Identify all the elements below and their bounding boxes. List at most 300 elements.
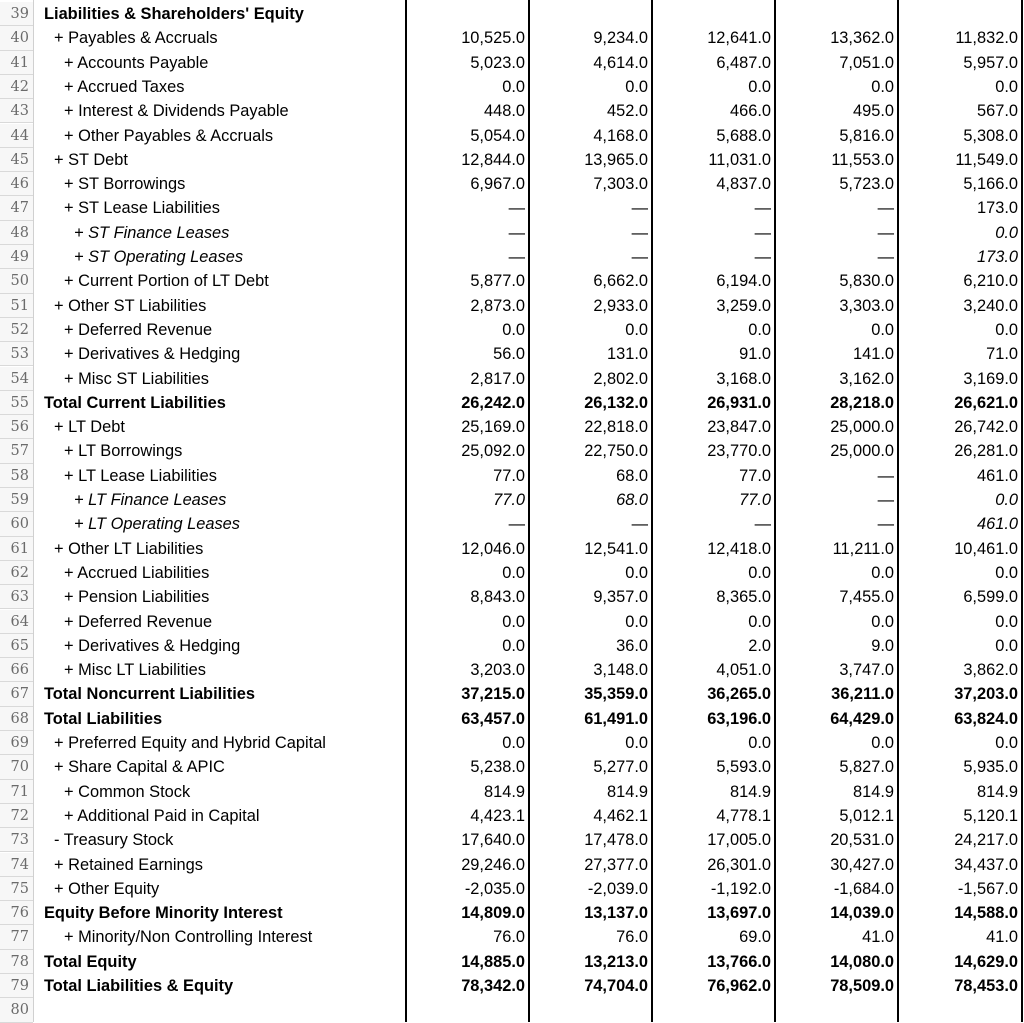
value-cell[interactable]: 76.0 <box>493 928 525 947</box>
value-cell[interactable]: 0.0 <box>871 612 894 631</box>
value-cell[interactable]: 5,935.0 <box>963 758 1018 777</box>
value-cell[interactable]: 10,525.0 <box>461 29 525 48</box>
value-cell[interactable]: 14,080.0 <box>830 952 894 971</box>
row-number[interactable]: 72 <box>0 804 33 828</box>
value-cell[interactable]: 91.0 <box>739 345 771 364</box>
value-cell[interactable]: 0.0 <box>995 77 1018 96</box>
row-label[interactable]: + Additional Paid in Capital <box>64 806 260 825</box>
row-label[interactable]: + Preferred Equity and Hybrid Capital <box>54 734 326 752</box>
row-number[interactable]: 70 <box>0 755 33 779</box>
value-cell[interactable]: — <box>877 515 894 534</box>
value-cell[interactable]: 13,766.0 <box>707 952 771 971</box>
value-cell[interactable]: — <box>754 515 771 534</box>
row-number[interactable]: 71 <box>0 780 33 804</box>
value-cell[interactable]: 3,168.0 <box>716 369 771 388</box>
value-cell[interactable]: — <box>508 515 525 534</box>
value-cell[interactable]: 0.0 <box>625 734 648 752</box>
value-cell[interactable]: 7,455.0 <box>839 588 894 607</box>
row-label[interactable]: + Accounts Payable <box>64 53 209 72</box>
value-cell[interactable]: 17,478.0 <box>584 831 648 850</box>
value-cell[interactable]: 2.0 <box>748 636 771 655</box>
value-cell[interactable]: 4,051.0 <box>716 661 771 680</box>
row-label[interactable]: + Misc ST Liabilities <box>64 369 209 388</box>
value-cell[interactable]: — <box>508 248 525 266</box>
value-cell[interactable]: 64,429.0 <box>830 709 894 728</box>
row-number[interactable]: 77 <box>0 925 33 949</box>
value-cell[interactable]: 6,194.0 <box>716 272 771 291</box>
value-cell[interactable]: 5,688.0 <box>716 126 771 145</box>
value-cell[interactable]: 6,599.0 <box>963 588 1018 607</box>
value-cell[interactable]: 3,259.0 <box>716 296 771 315</box>
row-number[interactable]: 74 <box>0 853 33 877</box>
value-cell[interactable]: 173.0 <box>976 248 1018 266</box>
value-cell[interactable]: 8,365.0 <box>716 588 771 607</box>
value-cell[interactable]: 2,817.0 <box>470 369 525 388</box>
value-cell[interactable]: 452.0 <box>606 102 648 121</box>
value-cell[interactable]: 9,234.0 <box>593 29 648 48</box>
value-cell[interactable]: 14,809.0 <box>461 904 525 923</box>
value-cell[interactable]: — <box>754 248 771 266</box>
row-number[interactable]: 54 <box>0 367 33 391</box>
value-cell[interactable]: 26,301.0 <box>707 855 771 874</box>
value-cell[interactable]: 69.0 <box>739 928 771 947</box>
value-cell[interactable]: 0.0 <box>625 77 648 96</box>
row-label[interactable]: + Accrued Taxes <box>64 77 185 96</box>
table-row <box>0 974 1024 998</box>
value-cell[interactable]: 5,054.0 <box>470 126 525 145</box>
value-cell[interactable]: 76.0 <box>616 928 648 947</box>
value-cell[interactable]: 6,210.0 <box>963 272 1018 291</box>
row-label[interactable]: + ST Operating Leases <box>74 248 244 266</box>
value-cell[interactable]: 77.0 <box>739 466 771 485</box>
row-label[interactable]: + LT Finance Leases <box>74 491 227 509</box>
value-cell[interactable]: 11,832.0 <box>955 29 1018 48</box>
value-cell[interactable]: 0.0 <box>502 734 525 752</box>
row-number[interactable]: 48 <box>0 221 33 245</box>
value-cell[interactable]: 0.0 <box>748 563 771 582</box>
value-cell[interactable]: 0.0 <box>625 320 648 339</box>
value-cell[interactable]: 6,967.0 <box>470 175 525 194</box>
value-cell[interactable]: 5,830.0 <box>839 272 894 291</box>
value-cell[interactable]: 36,265.0 <box>707 685 771 704</box>
value-cell[interactable]: 11,549.0 <box>955 150 1018 169</box>
row-number[interactable]: 51 <box>0 294 33 318</box>
value-cell[interactable]: 11,211.0 <box>832 539 894 558</box>
row-number[interactable]: 45 <box>0 148 33 172</box>
value-cell[interactable]: 14,629.0 <box>954 952 1018 971</box>
table-row <box>0 464 1024 488</box>
row-label[interactable]: + LT Debt <box>54 418 125 437</box>
value-cell[interactable]: 0.0 <box>995 734 1018 752</box>
value-cell[interactable]: 3,203.0 <box>470 661 525 680</box>
value-cell[interactable]: 0.0 <box>995 223 1018 242</box>
table-row <box>0 561 1024 585</box>
value-cell[interactable]: 814.9 <box>976 782 1018 801</box>
value-cell[interactable]: 25,000.0 <box>830 418 894 437</box>
value-cell[interactable]: 78,453.0 <box>954 977 1018 995</box>
value-cell[interactable]: 0.0 <box>995 612 1018 631</box>
row-label[interactable]: Total Liabilities & Equity <box>44 977 234 995</box>
value-cell[interactable]: 461.0 <box>976 466 1018 485</box>
value-cell[interactable]: 28,218.0 <box>830 393 894 412</box>
value-cell[interactable]: 77.0 <box>493 466 525 485</box>
row-number[interactable]: 69 <box>0 731 33 755</box>
value-cell[interactable]: 3,862.0 <box>963 661 1018 680</box>
value-cell[interactable]: 11,031.0 <box>708 150 771 169</box>
row-number[interactable]: 76 <box>0 901 33 925</box>
value-cell[interactable]: — <box>631 199 648 218</box>
row-label[interactable]: + Other Payables & Accruals <box>64 126 274 145</box>
value-cell[interactable]: 25,169.0 <box>461 418 525 437</box>
value-cell[interactable]: 17,005.0 <box>707 831 771 850</box>
row-number[interactable]: 79 <box>0 974 33 998</box>
value-cell[interactable]: 77.0 <box>739 491 771 509</box>
value-cell[interactable]: 10,461.0 <box>954 539 1018 558</box>
value-cell[interactable]: 74,704.0 <box>584 977 648 995</box>
row-number[interactable]: 78 <box>0 950 33 974</box>
row-label[interactable]: + LT Borrowings <box>64 442 183 461</box>
table-row <box>0 245 1024 269</box>
value-cell[interactable]: 2,933.0 <box>593 296 648 315</box>
value-cell[interactable]: -2,039.0 <box>587 879 648 898</box>
table-row <box>0 537 1024 561</box>
row-label[interactable]: + Derivatives & Hedging <box>64 636 241 655</box>
value-cell[interactable]: 0.0 <box>748 734 771 752</box>
value-cell[interactable]: 13,697.0 <box>707 904 771 923</box>
row-label[interactable]: + LT Operating Leases <box>74 515 240 534</box>
value-cell[interactable]: 0.0 <box>625 563 648 582</box>
value-cell[interactable]: 814.9 <box>852 782 894 801</box>
value-cell[interactable]: — <box>631 515 648 534</box>
row-label[interactable]: Liabilities & Shareholders' Equity <box>44 5 304 23</box>
row-label[interactable]: Total Noncurrent Liabilities <box>44 685 255 704</box>
value-cell[interactable]: 35,359.0 <box>584 685 648 704</box>
value-cell[interactable]: 26,242.0 <box>461 393 525 412</box>
table-row <box>0 610 1024 634</box>
value-cell[interactable]: 63,457.0 <box>461 709 525 728</box>
value-cell[interactable]: 5,238.0 <box>470 758 525 777</box>
value-cell[interactable]: 23,770.0 <box>707 442 771 461</box>
row-label[interactable]: Total Equity <box>44 952 137 971</box>
row-number[interactable]: 39 <box>0 2 33 26</box>
value-cell[interactable]: 13,965.0 <box>584 150 648 169</box>
value-cell[interactable]: 131.0 <box>606 345 648 364</box>
row-number[interactable]: 73 <box>0 828 33 852</box>
value-cell[interactable]: 6,487.0 <box>716 53 771 72</box>
value-cell[interactable]: 0.0 <box>995 491 1018 509</box>
value-cell[interactable]: -2,035.0 <box>464 879 525 898</box>
value-cell[interactable]: 0.0 <box>748 77 771 96</box>
row-number[interactable]: 57 <box>0 439 33 463</box>
value-cell[interactable]: 26,132.0 <box>584 393 648 412</box>
value-cell[interactable]: 6,662.0 <box>593 272 648 291</box>
value-cell[interactable]: 68.0 <box>616 466 648 485</box>
value-cell[interactable]: 30,427.0 <box>830 855 894 874</box>
row-number[interactable]: 67 <box>0 682 33 706</box>
value-cell[interactable]: 2,802.0 <box>593 369 648 388</box>
value-cell[interactable]: 12,844.0 <box>461 150 525 169</box>
table-row <box>0 828 1024 852</box>
value-cell[interactable]: 5,277.0 <box>593 758 648 777</box>
row-number[interactable]: 41 <box>0 51 33 75</box>
value-cell[interactable]: 4,168.0 <box>593 126 648 145</box>
value-cell[interactable]: 814.9 <box>729 782 771 801</box>
row-number[interactable]: 60 <box>0 512 33 536</box>
row-number[interactable]: 47 <box>0 196 33 220</box>
row-number[interactable]: 63 <box>0 585 33 609</box>
row-label[interactable]: + Deferred Revenue <box>64 320 213 339</box>
value-cell[interactable]: 7,051.0 <box>839 53 894 72</box>
row-label[interactable]: + Payables & Accruals <box>54 29 218 48</box>
value-cell[interactable]: 0.0 <box>502 77 525 96</box>
row-number[interactable]: 58 <box>0 464 33 488</box>
table-row <box>0 512 1024 536</box>
value-cell[interactable]: — <box>508 223 525 242</box>
value-cell[interactable]: 3,169.0 <box>963 369 1018 388</box>
value-cell[interactable]: 68.0 <box>616 491 648 509</box>
row-label[interactable]: + Current Portion of LT Debt <box>64 272 269 291</box>
value-cell[interactable]: 3,747.0 <box>839 661 894 680</box>
row-number[interactable]: 64 <box>0 610 33 634</box>
value-cell[interactable]: 9,357.0 <box>593 588 648 607</box>
value-cell[interactable]: 25,000.0 <box>830 442 894 461</box>
value-cell[interactable]: 5,308.0 <box>963 126 1018 145</box>
value-cell[interactable]: 26,621.0 <box>954 393 1018 412</box>
value-cell[interactable]: 71.0 <box>986 345 1018 364</box>
value-cell[interactable]: 12,641.0 <box>707 29 771 48</box>
value-cell[interactable]: 12,046.0 <box>461 539 525 558</box>
row-number[interactable]: 42 <box>0 75 33 99</box>
row-number[interactable]: 53 <box>0 342 33 366</box>
value-cell[interactable]: 5,723.0 <box>839 175 894 194</box>
row-label[interactable]: + Share Capital & APIC <box>54 758 225 777</box>
value-cell[interactable]: 61,491.0 <box>584 709 648 728</box>
row-label[interactable]: + Derivatives & Hedging <box>64 345 241 364</box>
value-cell[interactable]: 13,137.0 <box>584 904 648 923</box>
value-cell[interactable]: 0.0 <box>625 612 648 631</box>
value-cell[interactable]: 0.0 <box>871 563 894 582</box>
table-row <box>0 367 1024 391</box>
value-cell[interactable]: 17,640.0 <box>461 831 525 850</box>
value-cell[interactable]: 78,342.0 <box>461 977 525 995</box>
value-cell[interactable]: 13,213.0 <box>584 952 648 971</box>
value-cell[interactable]: 26,931.0 <box>707 393 771 412</box>
value-cell[interactable]: 4,778.1 <box>716 806 771 825</box>
row-number[interactable]: 52 <box>0 318 33 342</box>
row-label[interactable]: + Other LT Liabilities <box>54 539 204 558</box>
value-cell[interactable]: 76,962.0 <box>707 977 771 995</box>
value-cell[interactable]: — <box>508 199 525 218</box>
value-cell[interactable]: 26,281.0 <box>954 442 1018 461</box>
table-row <box>0 26 1024 50</box>
value-cell[interactable]: 0.0 <box>995 320 1018 339</box>
value-cell[interactable]: 495.0 <box>852 102 894 121</box>
value-cell[interactable]: 36,211.0 <box>831 685 894 704</box>
row-label[interactable]: + ST Debt <box>54 150 128 169</box>
value-cell[interactable]: 8,843.0 <box>470 588 525 607</box>
value-cell[interactable]: 34,437.0 <box>954 855 1018 874</box>
value-cell[interactable]: 5,120.1 <box>963 806 1018 825</box>
row-number[interactable]: 59 <box>0 488 33 512</box>
value-cell[interactable]: — <box>631 248 648 266</box>
value-cell[interactable]: — <box>877 491 894 509</box>
row-number[interactable]: 68 <box>0 707 33 731</box>
value-cell[interactable]: 7,303.0 <box>593 175 648 194</box>
row-label[interactable]: + ST Borrowings <box>64 175 186 194</box>
value-cell[interactable]: -1,567.0 <box>957 879 1018 898</box>
value-cell[interactable]: — <box>877 466 894 485</box>
row-number[interactable]: 55 <box>0 391 33 415</box>
row-label[interactable]: Equity Before Minority Interest <box>44 904 283 923</box>
value-cell[interactable]: 0.0 <box>995 563 1018 582</box>
value-cell[interactable]: 0.0 <box>502 636 525 655</box>
row-label[interactable]: + LT Lease Liabilities <box>64 466 217 485</box>
row-label[interactable]: + Retained Earnings <box>54 855 203 874</box>
value-cell[interactable]: 2,873.0 <box>470 296 525 315</box>
value-cell[interactable]: 56.0 <box>493 345 525 364</box>
value-cell[interactable]: -1,192.0 <box>710 879 771 898</box>
value-cell[interactable]: 0.0 <box>502 320 525 339</box>
row-number[interactable]: 61 <box>0 537 33 561</box>
value-cell[interactable]: 24,217.0 <box>954 831 1018 850</box>
row-label[interactable]: + Other ST Liabilities <box>54 296 207 315</box>
value-cell[interactable]: 29,246.0 <box>461 855 525 874</box>
value-cell[interactable]: 77.0 <box>493 491 525 509</box>
value-cell[interactable]: 11,553.0 <box>831 150 894 169</box>
value-cell[interactable]: 9.0 <box>871 636 894 655</box>
row-number[interactable]: 75 <box>0 877 33 901</box>
value-cell[interactable]: 22,818.0 <box>584 418 648 437</box>
value-cell[interactable]: 0.0 <box>871 77 894 96</box>
value-cell[interactable]: — <box>877 199 894 218</box>
value-cell[interactable]: — <box>754 199 771 218</box>
row-number[interactable]: 56 <box>0 415 33 439</box>
value-cell[interactable]: 5,816.0 <box>839 126 894 145</box>
row-label[interactable]: + Accrued Liabilities <box>64 563 210 582</box>
value-cell[interactable]: 466.0 <box>729 102 771 121</box>
value-cell[interactable]: 22,750.0 <box>584 442 648 461</box>
table-row <box>0 950 1024 974</box>
table-row <box>0 99 1024 123</box>
row-label[interactable]: + ST Finance Leases <box>74 223 230 242</box>
row-number[interactable]: 40 <box>0 26 33 50</box>
value-cell[interactable]: 78,509.0 <box>830 977 894 995</box>
value-cell[interactable]: 3,240.0 <box>963 296 1018 315</box>
table-row <box>0 124 1024 148</box>
value-cell[interactable]: 814.9 <box>483 782 525 801</box>
value-cell[interactable]: 448.0 <box>483 102 525 121</box>
value-cell[interactable]: 141.0 <box>852 345 894 364</box>
value-cell[interactable]: 5,827.0 <box>839 758 894 777</box>
value-cell[interactable]: 173.0 <box>976 199 1018 218</box>
value-cell[interactable]: 36.0 <box>616 636 648 655</box>
value-cell[interactable]: 41.0 <box>986 928 1018 947</box>
value-cell[interactable]: 12,418.0 <box>707 539 771 558</box>
value-cell[interactable]: 5,023.0 <box>470 53 525 72</box>
row-label[interactable]: Total Current Liabilities <box>44 393 226 412</box>
table-row <box>0 755 1024 779</box>
value-cell[interactable]: 5,957.0 <box>963 53 1018 72</box>
row-label[interactable]: + ST Lease Liabilities <box>64 199 220 218</box>
value-cell[interactable]: — <box>877 223 894 242</box>
value-cell[interactable]: 37,203.0 <box>954 685 1018 704</box>
row-label[interactable]: - Treasury Stock <box>54 831 174 850</box>
row-label[interactable]: + Deferred Revenue <box>64 612 213 631</box>
row-label[interactable]: + Minority/Non Controlling Interest <box>64 928 313 947</box>
value-cell[interactable]: 23,847.0 <box>707 418 771 437</box>
value-cell[interactable]: — <box>631 223 648 242</box>
row-number[interactable]: 80 <box>0 998 33 1022</box>
row-label[interactable]: + Other Equity <box>54 879 160 898</box>
value-cell[interactable]: 14,588.0 <box>954 904 1018 923</box>
value-cell[interactable]: 567.0 <box>976 102 1018 121</box>
value-cell[interactable]: 4,462.1 <box>593 806 648 825</box>
value-cell[interactable]: 0.0 <box>995 636 1018 655</box>
row-number[interactable]: 50 <box>0 269 33 293</box>
value-cell[interactable]: 0.0 <box>748 320 771 339</box>
value-cell[interactable]: 4,423.1 <box>470 806 525 825</box>
row-number[interactable]: 49 <box>0 245 33 269</box>
value-cell[interactable]: 5,166.0 <box>963 175 1018 194</box>
value-cell[interactable]: 4,837.0 <box>716 175 771 194</box>
value-cell[interactable]: 0.0 <box>871 734 894 752</box>
row-number[interactable]: 46 <box>0 172 33 196</box>
row-label[interactable]: + Common Stock <box>64 782 191 801</box>
value-cell[interactable]: 3,162.0 <box>839 369 894 388</box>
value-cell[interactable]: — <box>754 223 771 242</box>
value-cell[interactable]: 0.0 <box>502 612 525 631</box>
value-cell[interactable]: 63,196.0 <box>707 709 771 728</box>
value-cell[interactable]: — <box>877 248 894 266</box>
row-label[interactable]: + Misc LT Liabilities <box>64 661 206 680</box>
row-label[interactable]: + Pension Liabilities <box>64 588 210 607</box>
value-cell[interactable]: 27,377.0 <box>584 855 648 874</box>
value-cell[interactable]: 14,039.0 <box>830 904 894 923</box>
value-cell[interactable]: 0.0 <box>748 612 771 631</box>
value-cell[interactable]: 3,303.0 <box>839 296 894 315</box>
row-label[interactable]: + Interest & Dividends Payable <box>64 102 289 121</box>
row-number[interactable]: 43 <box>0 99 33 123</box>
table-row <box>0 439 1024 463</box>
value-cell[interactable]: 41.0 <box>862 928 894 947</box>
value-cell[interactable]: 814.9 <box>606 782 648 801</box>
value-cell[interactable]: -1,684.0 <box>833 879 894 898</box>
value-cell[interactable]: 0.0 <box>871 320 894 339</box>
table-row <box>0 294 1024 318</box>
value-cell[interactable]: 26,742.0 <box>954 418 1018 437</box>
value-cell[interactable]: 37,215.0 <box>461 685 525 704</box>
value-cell[interactable]: 20,531.0 <box>830 831 894 850</box>
value-cell[interactable]: 4,614.0 <box>593 53 648 72</box>
row-label[interactable]: Total Liabilities <box>44 709 163 728</box>
value-cell[interactable]: 5,012.1 <box>839 806 894 825</box>
value-cell[interactable]: 5,593.0 <box>716 758 771 777</box>
value-cell[interactable]: 461.0 <box>976 515 1018 534</box>
value-cell[interactable]: 3,148.0 <box>593 661 648 680</box>
value-cell[interactable]: 5,877.0 <box>470 272 525 291</box>
value-cell[interactable]: 25,092.0 <box>461 442 525 461</box>
value-cell[interactable]: 63,824.0 <box>954 709 1018 728</box>
table-row <box>0 269 1024 293</box>
row-number[interactable]: 66 <box>0 658 33 682</box>
row-number[interactable]: 62 <box>0 561 33 585</box>
value-cell[interactable]: 14,885.0 <box>461 952 525 971</box>
value-cell[interactable]: 0.0 <box>502 563 525 582</box>
row-number[interactable]: 65 <box>0 634 33 658</box>
value-cell[interactable]: 12,541.0 <box>584 539 648 558</box>
value-cell[interactable]: 13,362.0 <box>830 29 894 48</box>
row-number[interactable]: 44 <box>0 124 33 148</box>
